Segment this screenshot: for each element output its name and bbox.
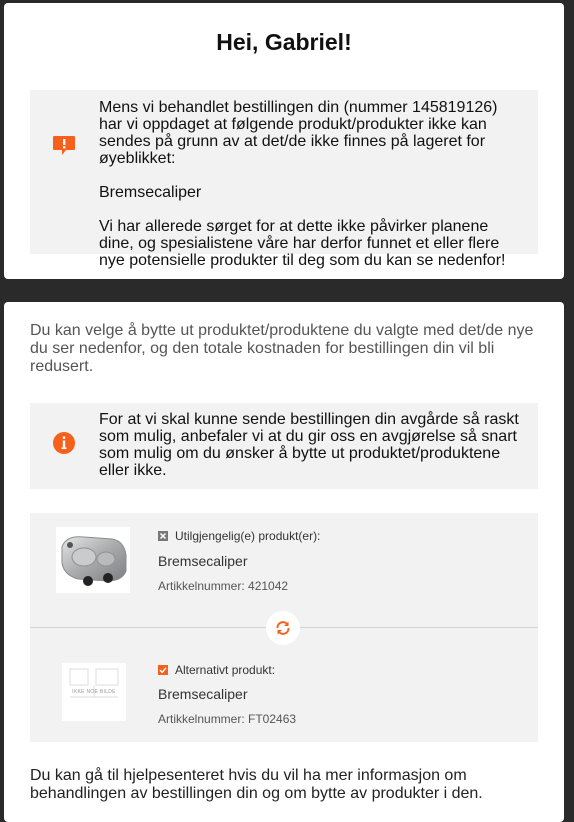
order-notice-card [4,3,564,279]
notice-body [99,99,524,269]
alternative-label-text: Alternativt produkt: [175,663,276,677]
product-swap-card [4,302,564,822]
decision-notice-text: For at vi skal kunne sende bestillingen din avgårde så raskt som mulig, anbefaler vi at du gir oss en avgjørelse så snart som mulig om du ønsker å bytte ut produktet/produktene eller ikke. [99,411,519,479]
greeting-title: Hei, Gabriel! [216,29,352,55]
alternative-product-name: Bremsecaliper [158,686,248,702]
notice-paragraph-1: Mens vi behandlet bestillingen din (nummer 145819126) har vi oppdaget at følgende produkt/produkter ikke kan sendes på grunn av at det/de ikke finnes på lageret for øyeblikket: [99,99,498,167]
alternative-product-label [158,663,275,677]
unavailable-product-label [158,529,320,543]
notice-paragraph-2: Vi har allerede sørget for at dette ikke påvirker planene dine, og spesialistene våre har derfor funnet et eller flere nye potensielle produkter til deg som du kan se nedenfor! [99,218,506,269]
unavailable-product-name: Bremsecaliper [158,553,248,569]
missing-product-name: Bremsecaliper [99,184,202,201]
unavailable-product-image [56,527,130,593]
no-image-text: IKKE NOE BILDE [72,689,116,695]
unavailable-article-number: Artikkelnummer: 421042 [158,579,289,593]
decision-notice [30,403,538,489]
alternative-product-image [62,663,126,721]
out-of-stock-notice [30,90,538,269]
swap-intro-text: Du kan velge å bytte ut produktet/produktene du valgte med det/de nye du ser nedenfor, og den totale kostnaden for bestillingen din vil bli redusert. [30,322,534,375]
help-center-text: Du kan gå til hjelpesenteret hvis du vil ha mer informasjon om behandlingen av bestillingen din og om bytte av produkter i den. [30,767,483,802]
unavailable-label-text: Utilgjengelig(e) produkt(er): [175,529,321,543]
alternative-article-number: Artikkelnummer: FT02463 [158,712,297,726]
product-swap-box [30,513,538,742]
checkbox-checked-icon[interactable] [158,665,168,675]
swap-button[interactable] [266,611,300,645]
info-icon [53,432,75,454]
swap-arrows-icon [274,619,292,637]
warning-speech-icon [52,135,76,156]
x-box-icon [158,531,168,541]
